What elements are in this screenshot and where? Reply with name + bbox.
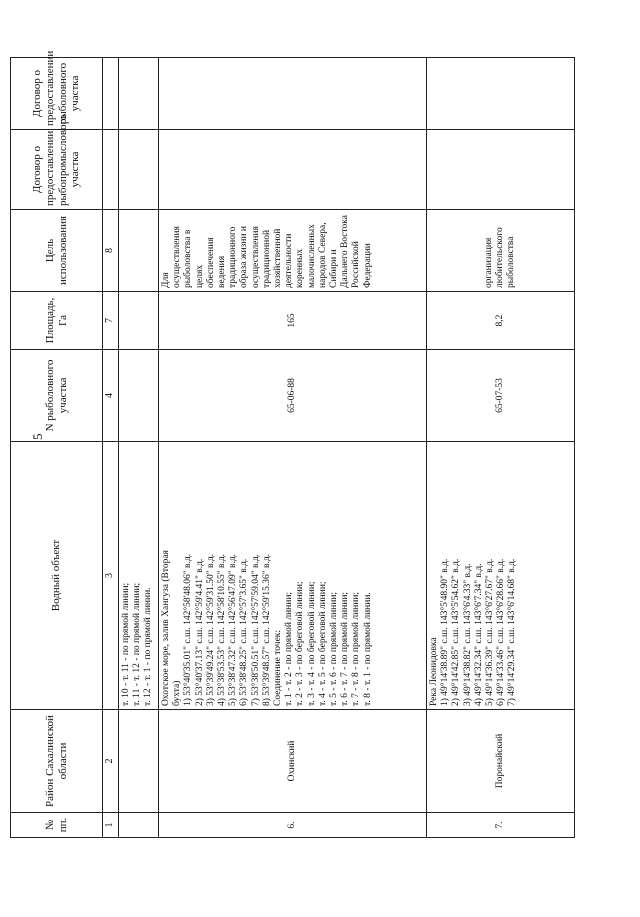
coordinate-line: 7) 53°38'50.51" с.ш. 142°57'59.04" в.д. xyxy=(250,553,261,706)
row-number: 6. xyxy=(159,813,427,838)
coordinate-line: Река Леонидовка xyxy=(429,637,439,706)
cell-empty xyxy=(119,710,159,813)
coordinate-line: т. 1 - т. 2 - по прямой линии; xyxy=(284,591,295,706)
cell-empty xyxy=(427,130,575,210)
district-cell: Охинский xyxy=(159,710,427,813)
coordinate-line: Соединение точек: xyxy=(273,629,284,706)
cell-empty xyxy=(119,130,159,210)
coordinate-line: т. 6 - т. 7 - по прямой линии; xyxy=(340,591,351,706)
coordinate-line: 1) 49°14'38.89" с.ш. 143°5'48.90" в.д. xyxy=(440,558,451,706)
plot-number-cell: 65-06-88 xyxy=(159,350,427,442)
column-number-row xyxy=(103,58,119,838)
coordinate-line: т. 7 - т. 8 - по прямой линии; xyxy=(351,591,362,706)
area-cell: 165 xyxy=(159,292,427,350)
coordinate-line: 2) 53°40'37.13" с.ш. 142°59'4.41" в.д. xyxy=(194,558,205,706)
water-object-cell xyxy=(159,442,427,710)
header-plot-number: N рыболовного участка xyxy=(11,350,103,442)
column-number: 8 xyxy=(103,210,119,292)
coordinate-line: 5) 49°14'36.39" с.ш. 143°6'27.67" в.д. xyxy=(485,558,496,706)
row-number: 7. xyxy=(427,813,575,838)
coordinate-line: т. 12 - т. 1 - по прямой линии. xyxy=(143,587,154,706)
fishing-plots-table xyxy=(10,50,575,838)
header-water-object: Водный объект xyxy=(11,442,103,710)
cell-empty xyxy=(119,58,159,130)
header-row xyxy=(11,58,103,838)
coordinate-line: Охотское море, залив Хангуза (Вторая xyxy=(161,550,171,706)
table-row xyxy=(159,58,427,838)
coordinate-line: т. 11 - т. 12 - по прямой линии; xyxy=(132,582,143,706)
header-fishing-industry-contract: Договор о предоставлении рыбопромыслового участка xyxy=(11,130,103,210)
column-number xyxy=(103,130,119,210)
table-row xyxy=(119,58,159,838)
plot-number-cell: 65-07-53 xyxy=(427,350,575,442)
column-number: 3 xyxy=(103,442,119,710)
column-number: 1 xyxy=(103,813,119,838)
cell-empty xyxy=(119,210,159,292)
header-fishing-contract: Договор о предоставлении рыболовного участка xyxy=(11,58,103,130)
purpose-cell: организация любительского рыболовства xyxy=(427,210,575,292)
area-cell: 8,2 xyxy=(427,292,575,350)
coordinate-line: бухта) xyxy=(172,680,183,706)
water-object-cell xyxy=(119,442,159,710)
column-number: 7 xyxy=(103,292,119,350)
header-purpose: Цель использования xyxy=(11,210,103,292)
coordinate-line: т. 2 - т. 3 - по береговой линии; xyxy=(295,581,306,706)
coordinate-line: т. 3 - т. 4 - по береговой линии; xyxy=(306,581,317,706)
coordinate-line: т. 8 - т. 1 - по прямой линии. xyxy=(362,592,373,706)
header-number: № пп. xyxy=(11,813,103,838)
coordinate-line: 2) 49°14'42.85" с.ш. 143°5'54.62" в.д. xyxy=(451,558,462,706)
coordinate-line: 6) 53°38'48.25" с.ш. 142°57'3.65" в.д. xyxy=(239,558,250,706)
coordinate-line: 6) 49°14'33.46" с.ш. 143°6'28.66" в.д. xyxy=(496,558,507,706)
coordinate-line: 8) 53°39'48.57" с.ш. 142°59'15.36" в.д. xyxy=(261,553,272,706)
cell-empty xyxy=(119,350,159,442)
coordinate-line: 5) 53°38'47.32" с.ш. 142°56'47.09" в.д. xyxy=(228,553,239,706)
page-number: 5 xyxy=(30,433,45,440)
coordinate-line: т. 10 - т. 11 - по прямой линии; xyxy=(121,582,131,706)
coordinate-line: 3) 49°14'38.82" с.ш. 143°6'4.33" в.д. xyxy=(462,563,473,706)
header-area: Площадь, Га xyxy=(11,292,103,350)
coordinate-line: т. 5 - т. 6 - по прямой линии; xyxy=(329,591,340,706)
coordinate-line: 7) 49°14'29.34" с.ш. 143°6'14.68" в.д. xyxy=(507,558,518,706)
coordinate-line: т. 4 - т. 5 - по береговой линии; xyxy=(317,581,328,706)
column-number xyxy=(103,58,119,130)
cell-empty xyxy=(119,813,159,838)
header-district: Район Сахалинской области xyxy=(11,710,103,813)
coordinate-line: 4) 49°14'32.34" с.ш. 143°6'7.34" в.д. xyxy=(473,563,484,706)
cell-empty xyxy=(159,130,427,210)
purpose-cell: Для осуществления рыболовства в целях обеспечения ведения традиционного образа жизни и осуществления традиционной хозяйственной деятельности коренных малочисленных народов Севера, Сибири и Дальнего Востока Российской Федерации xyxy=(159,210,427,292)
water-object-cell xyxy=(427,442,575,710)
coordinate-line: 4) 53°38'53.53" с.ш. 142°58'10.55" в.д. xyxy=(217,553,228,706)
cell-empty xyxy=(119,292,159,350)
column-number: 4 xyxy=(103,350,119,442)
district-cell: Поронайский xyxy=(427,710,575,813)
rotated-page xyxy=(10,50,575,838)
cell-empty xyxy=(159,58,427,130)
cell-empty xyxy=(427,58,575,130)
coordinate-line: 1) 53°40'35.01" с.ш. 142°58'48.06" в.д. xyxy=(183,553,194,706)
table-row xyxy=(427,58,575,838)
column-number: 2 xyxy=(103,710,119,813)
coordinate-line: 3) 53°39'49.24" с.ш. 142°59'31.50" в.д. xyxy=(205,553,216,706)
